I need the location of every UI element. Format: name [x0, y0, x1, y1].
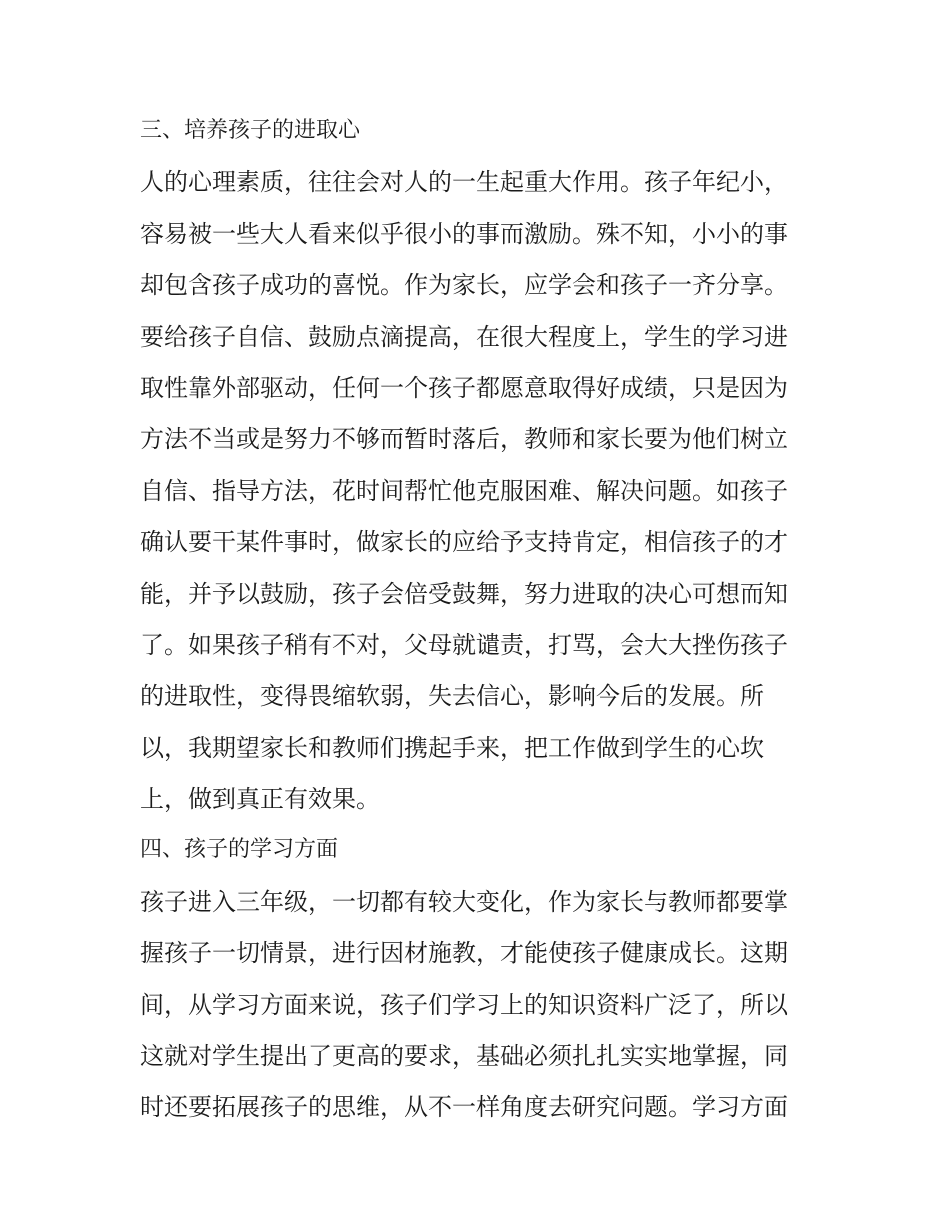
text-line: 要给孩子自信、鼓励点滴提高，在很大程度上，学生的学习进: [140, 322, 788, 351]
text-line: 容易被一些大人看来似乎很小的事而激励。殊不知，小小的事: [140, 219, 788, 248]
section-heading-4: 四、孩子的学习方面: [140, 837, 339, 863]
text-line: 间，从学习方面来说，孩子们学习上的知识资料广泛了，所以: [140, 990, 788, 1019]
text-line: 人的心理素质，往往会对人的一生起重大作用。孩子年纪小，: [140, 168, 788, 197]
text-line: 取性靠外部驱动，任何一个孩子都愿意取得好成绩，只是因为: [140, 373, 788, 402]
text-line: 自信、指导方法，花时间帮忙他克服困难、解决问题。如孩子: [140, 476, 788, 505]
text-line: 孩子进入三年级，一切都有较大变化，作为家长与教师都要掌: [140, 887, 788, 916]
text-line: 上，做到真正有效果。: [140, 785, 380, 814]
text-line: 却包含孩子成功的喜悦。作为家长，应学会和孩子一齐分享。: [140, 271, 788, 300]
text-line: 确认要干某件事时，做家长的应给予支持肯定，相信孩子的才: [140, 528, 788, 557]
text-line: 握孩子一切情景，进行因材施教，才能使孩子健康成长。这期: [140, 939, 788, 968]
text-line: 这就对学生提出了更高的要求，基础必须扎扎实实地掌握，同: [140, 1042, 788, 1071]
section-heading-3: 三、培养孩子的进取心: [140, 118, 361, 143]
text-line: 了。如果孩子稍有不对，父母就谴责，打骂，会大大挫伤孩子: [140, 630, 788, 659]
text-line: 的进取性，变得畏缩软弱，失去信心，影响今后的发展。所: [140, 682, 764, 711]
text-line: 方法不当或是努力不够而暂时落后，教师和家长要为他们树立: [140, 425, 788, 454]
text-line: 能，并予以鼓励，孩子会倍受鼓舞，努力进取的决心可想而知: [140, 579, 788, 608]
document-body: [140, 108, 820, 1136]
text-line: 时还要拓展孩子的思维，从不一样角度去研究问题。学习方面: [140, 1093, 788, 1122]
text-line: 以，我期望家长和教师们携起手来，把工作做到学生的心坎: [140, 733, 764, 762]
